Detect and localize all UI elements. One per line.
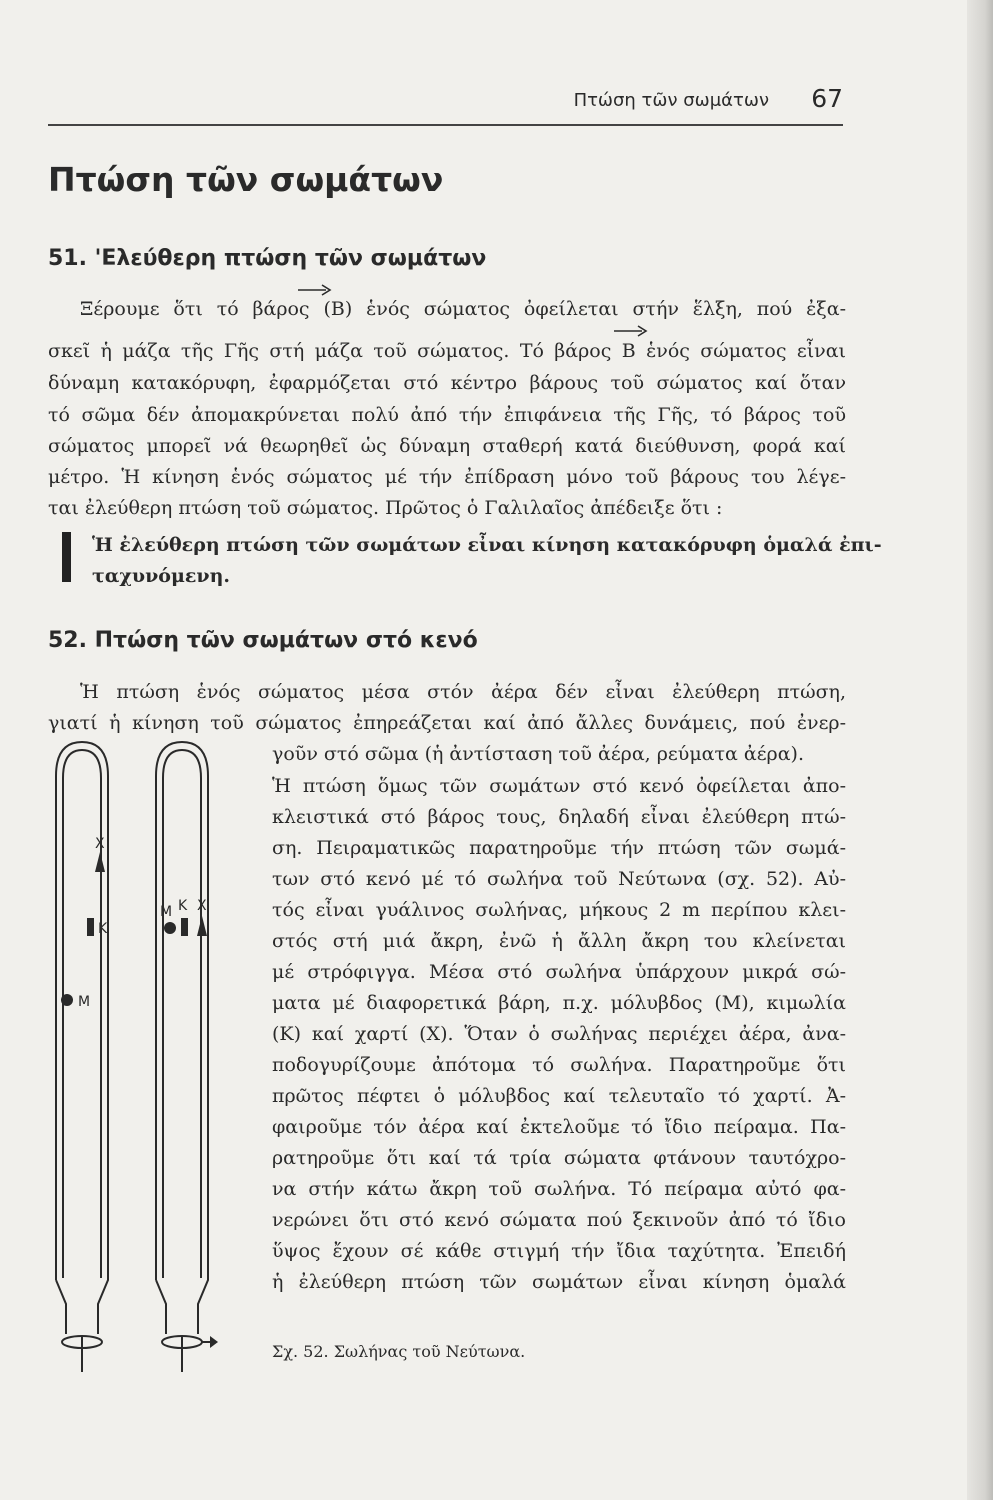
running-title: Πτώση τῶν σωμάτων — [573, 90, 769, 111]
paragraph-line: νερώνει ὅτι στό κενό σώματα πού ξεκινοῦν ἀπό τό ἴδιο — [272, 1209, 846, 1231]
vector-arrow-icon — [612, 323, 648, 337]
paragraph-line: ὕψος ἔχουν σέ κάθε στιγμή τήν ἴδια ταχύτητα. Ἐπειδή — [272, 1240, 846, 1262]
tube-label-m: M — [78, 994, 91, 1010]
paragraph-line: ἡ ἐλεύθερη πτώση τῶν σωμάτων εἶναι κίνηση ὁμαλά — [272, 1271, 846, 1293]
newton-tube-diagram — [40, 738, 268, 1398]
tube-label-k: K — [98, 921, 108, 937]
section-51-heading: 51. 'Ελεύθερη πτώση τῶν σωμάτων — [48, 246, 487, 271]
figure-caption: Σχ. 52. Σωλήνας τοῦ Νεύτωνα. — [272, 1342, 526, 1361]
page-edge-shadow — [967, 0, 993, 1500]
paragraph-line: (K) καί χαρτί (X). Ὅταν ὁ σωλήνας περιέχει ἀέρα, ἀνα- — [272, 1023, 846, 1045]
paragraph-line: τός εἶναι γυάλινος σωλήνας, μήκους 2 m περίπου κλει- — [272, 899, 846, 921]
newton-tube-figure — [40, 738, 268, 1398]
tube-label-m: M — [160, 904, 173, 920]
paragraph-line: σκεῖ ἡ μάζα τῆς Γῆς στή μάζα τοῦ σώματος. Τό βάρος B ἑνός σώματος εἶναι — [48, 340, 846, 362]
paragraph-line: μέ στρόφιγγα. Μέσα στό σωλήνα ὑπάρχουν μικρά σώ- — [272, 961, 846, 983]
paragraph-line: Ἡ πτώση ὅμως τῶν σωμάτων στό κενό ὀφείλεται ἀπο- — [272, 775, 846, 797]
principle-statement: Ἡ ἐλεύθερη πτώση τῶν σωμάτων εἶναι κίνηση κατακόρυφη ὁμαλά ἐπι- — [92, 534, 882, 556]
page-number: 67 — [811, 84, 843, 113]
paragraph-line: φαιροῦμε τόν ἀέρα καί ἐκτελοῦμε τό ἴδιο πείραμα. Πα- — [272, 1116, 846, 1138]
paragraph-line: ση. Πειραματικῶς παρατηροῦμε τήν πτώση τῶν σωμά- — [272, 837, 846, 859]
paragraph-line: των στό κενό μέ τό σωλήνα τοῦ Νεύτωνα (σχ. 52). Αὐ- — [272, 868, 846, 890]
tube-label-x: X — [95, 836, 105, 852]
paragraph-line: στός στή μιά ἄκρη, ἐνῶ ἡ ἄλλη ἄκρη του κλείνεται — [272, 930, 846, 952]
tube-label-k: K — [178, 898, 188, 914]
paragraph-line: δύναμη κατακόρυφη, ἐφαρμόζεται στό κέντρο βάρους τοῦ σώματος καί ὅταν — [48, 372, 846, 394]
principle-statement: ταχυνόμενη. — [92, 565, 231, 587]
paragraph-line: ται ἐλεύθερη πτώση τοῦ σώματος. Πρῶτος ὁ Γαλιλαῖος ἀπέδειξε ὅτι : — [48, 497, 723, 519]
chapter-title: Πτώση τῶν σωμάτων — [48, 160, 444, 199]
paragraph-line: γοῦν στό σῶμα (ἡ ἀντίσταση τοῦ ἀέρα, ρεύματα ἀέρα). — [272, 743, 804, 765]
section-52-heading: 52. Πτώση τῶν σωμάτων στό κενό — [48, 628, 478, 653]
lead-ball-icon — [61, 994, 73, 1006]
tube-label-x: X — [197, 898, 207, 914]
paragraph-line: μέτρο. Ἡ κίνηση ἑνός σώματος μέ τήν ἐπίδραση μόνο τοῦ βάρους του λέγε- — [48, 466, 846, 488]
paragraph-line: γιατί ἡ κίνηση τοῦ σώματος ἐπηρεάζεται καί ἀπό ἄλλες δυνάμεις, πού ἐνερ- — [48, 712, 846, 734]
paper-piece-icon — [95, 852, 105, 872]
principle-marker-bar — [62, 532, 71, 582]
lead-ball-icon — [164, 922, 176, 934]
paragraph-line: πρῶτος πέφτει ὁ μόλυβδος καί τελευταῖο τό χαρτί. Ἀ- — [272, 1085, 846, 1107]
chalk-piece-icon — [181, 918, 188, 936]
paragraph-line: ματα μέ διαφορετικά βάρη, π.χ. μόλυβδος (M), κιμωλία — [272, 992, 846, 1014]
paper-piece-icon — [197, 916, 207, 936]
chalk-piece-icon — [87, 918, 94, 936]
paragraph-line: να στήν κάτω ἄκρη τοῦ σωλήνα. Τό πείραμα αὐτό φα- — [272, 1178, 846, 1200]
paragraph-line: Ἡ πτώση ἑνός σώματος μέσα στόν ἀέρα δέν εἶναι ἐλεύθερη πτώση, — [80, 681, 846, 703]
paragraph-line: Ξέρουμε ὅτι τό βάρος (B) ἑνός σώματος ὀφείλεται στήν ἕλξη, πού ἐξα- — [80, 298, 846, 320]
paragraph-line: κλειστικά στό βάρος τους, δηλαδή εἶναι ἐλεύθερη πτώ- — [272, 806, 846, 828]
paragraph-line: ρατηροῦμε ὅτι καί τά τρία σώματα φτάνουν ταυτόχρο- — [272, 1147, 846, 1169]
paragraph-line: ποδογυρίζουμε ἀπότομα τό σωλήνα. Παρατηροῦμε ὅτι — [272, 1054, 846, 1076]
running-header — [48, 84, 843, 126]
paragraph-line: τό σῶμα δέν ἀπομακρύνεται πολύ ἀπό τήν ἐπιφάνεια τῆς Γῆς, τό βάρος τοῦ — [48, 404, 846, 426]
paragraph-line: σώματος μπορεῖ νά θεωρηθεῖ ὡς δύναμη σταθερή κατά διεύθυνση, φορά καί — [48, 435, 846, 457]
vector-arrow-icon — [296, 282, 332, 296]
